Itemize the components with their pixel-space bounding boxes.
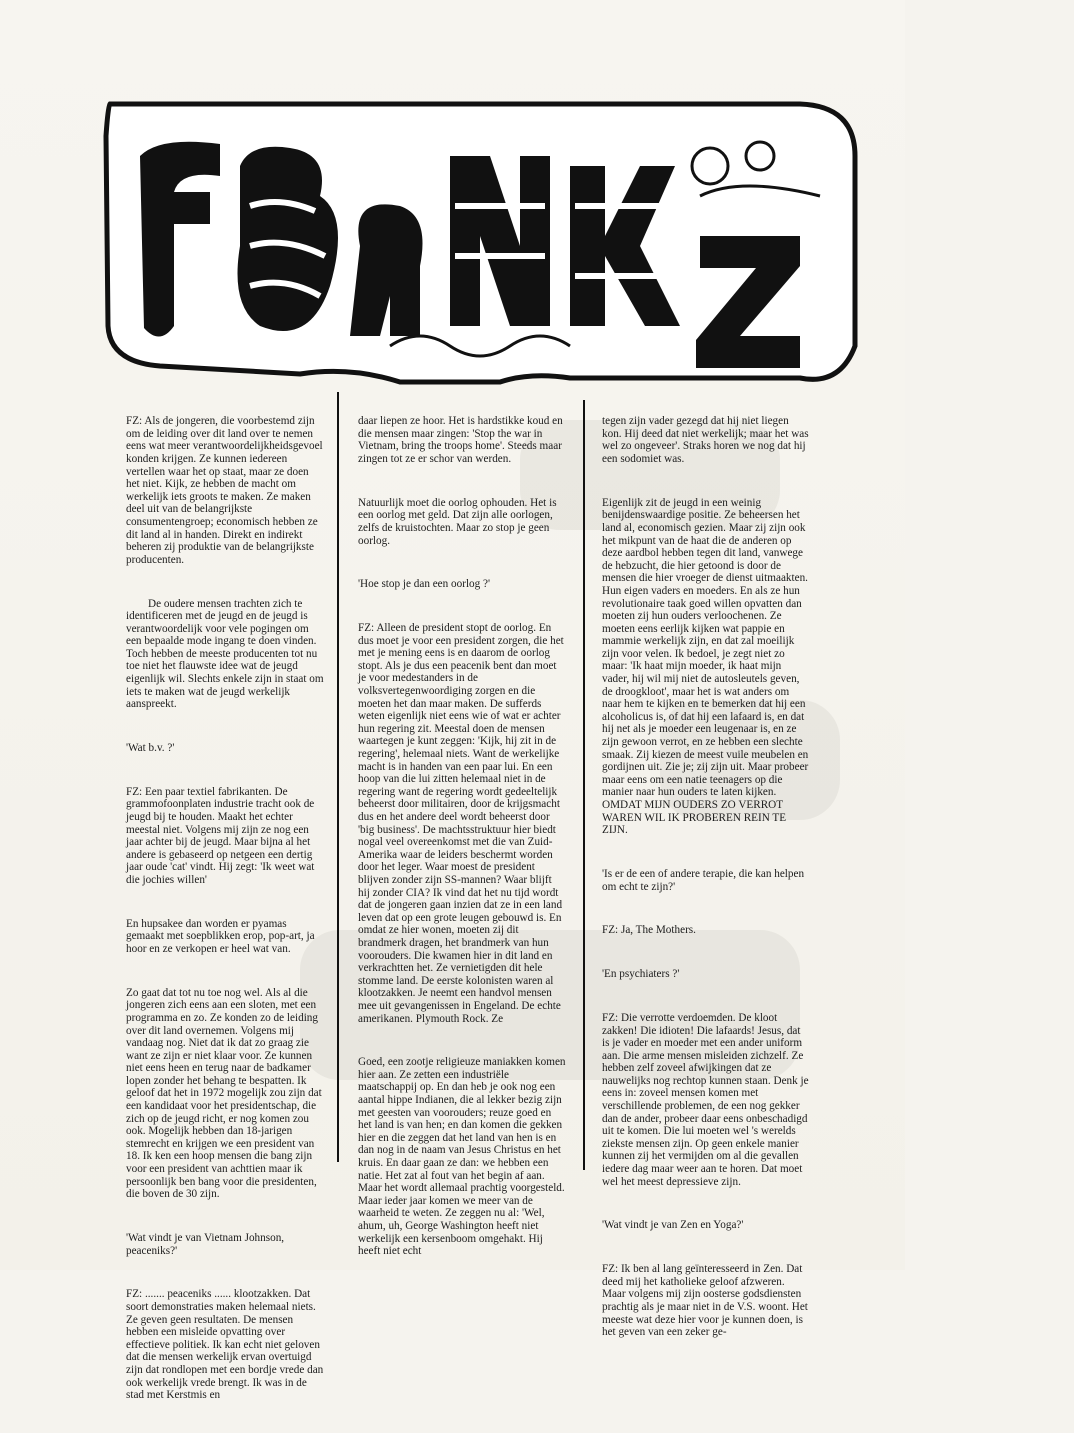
column-divider — [583, 400, 585, 1170]
psychedelic-title-art — [100, 96, 860, 386]
article-column-2 — [358, 390, 569, 1260]
article-column-3 — [602, 390, 812, 1339]
paragraph: FZ: Die verrotte verdoemden. De kloot zakken! Die idioten! Die lafaards! Jesus, dat is je vader en moeder met een ander uniform aan. Die arme mensen misleiden zichzelf. Ze hebben zelf zoveel afwijkingen dat ze nauwelijks nog rechtop kunnen staan. Denk je eens in: zoveel mensen komen met verschillende problemen, de een nog gekker dan de ander, probeer daar eens onbeschadigd uit te komen. Die lui moeten wel 's werelds ziekste mensen zijn. Op geen enkele manier kunnen zij het vermijden om al die gevallen iedere dag maar weer aan te horen. Dat moet wel het meest depressieve zijn. — [602, 1011, 812, 1188]
paragraph: Natuurlijk moet die oorlog ophouden. Het is een oorlog met geld. Dat zijn alle oorlogen, zelfs de kruistochten. Maar zo stop je geen oorlog. — [358, 496, 560, 547]
paragraph: FZ: ....... peaceniks ...... klootzakken. Dat soort demonstraties maken helemaal niets. Ze geven geen resultaten. De mensen hebben een misleide opvatting over effectieve politiek. Ik kan echt niet geloven dat die mensen werkelijk ervan overtuigd zijn dat rondlopen met een bordje vrede dan ook werkelijk vrede brengt. Ik was in de stad met Kerstmis en — [126, 1288, 327, 1402]
paragraph: daar liepen ze hoor. Het is hardstikke koud en die mensen maar zingen: 'Stop the war in Vietnam, bring the troops home'. Steeds maar zingen tot ze er schor van werden. — [358, 415, 566, 465]
paragraph: Goed, een zootje religieuze maniakken komen hier aan. Ze zetten een industriële maatschappij op. En dan heb je ook nog een aantal hippe Indianen, die al lekker bezig zijn met geesten van voorouders; reuze goed en het land is van hen; en dan komen die gekken hier en die zeggen dat het land van hen is en dan nog in de naam van Jesus Christus en het kruis. En daar gaan ze dan: we hebben een natie. Het zat al fout van het begin af aan. Maar het wordt allemaal prachtig voorgesteld. Maar ieder jaar komen we meer van de waarheid te weten. Ze zeggen nu al: 'Wel, ahum, uh, George Washington heeft niet werkelijk een kersenboom omgehakt. Hij heeft niet echt — [358, 1056, 569, 1258]
column-divider — [337, 392, 339, 1162]
paragraph: En hupsakee dan worden er pyamas gemaakt met soepblikken erop, pop-art, ja hoor en ze verkopen er heel wat van. — [126, 917, 318, 955]
paragraph: De oudere mensen trachten zich te identificeren met de jeugd en de jeugd is verantwoordelijk voor vele pogingen om een bepaalde mode ingang te doen vinden. Toch hebben de meeste producenten tot nu toe niet het flauwste idee wat de jeugd eigenlijk wil. Slechts enkele zijn in staat om iets te maken wat de jeugd werkelijk aanspreekt. — [126, 597, 327, 711]
paragraph: Eigenlijk zit de jeugd in een weinig benijdenswaardige positie. Ze beheersen het land al, economisch gezien. Maar zij zijn ook het mikpunt van de haat die de anderen op deze aardbol hebben tegen dit land, vanwege de hebzucht, die hier getoond is door de mensen die hier vroeger de dienst uitmaakten. Hun eigen vaders en moeders. En als ze hun revolutionaire taak goed willen opvatten dan moeten zij hun ouders verloochenen. Ze moeten eens eerlijk kijken wat pappie en mammie werkelijk zijn, en dat zal moeilijk zijn voor velen. Ik bedoel, je zegt niet zo maar: 'Ik haat mijn moeder, ik haat mijn vader, hij wil mij niet de autosleutels geven, de droogkloot', maar het is wat anders om naar hem te kijken en te bemerken dat hij een alcoholicus is, of dat hij een lafaard is, en dat hij net als je moeder een leugenaar is, en ze zijn gewoon verrot, en ze hebben een slechte smaak. Zij kiezen de meest vuile meubelen en gordijnen uit. Zie je; zij zijn uit. Maar probeer maar eens om een natie teenagers op die manier naar hun ouders te laten kijken. OMDAT MIJN OUDERS ZO VERROT WAREN WIL IK PROBEREN REIN TE ZIJN. — [602, 496, 812, 837]
paragraph: 'Wat vindt je van Zen en Yoga?' — [602, 1219, 744, 1232]
paragraph: 'En psychiaters ?' — [602, 968, 680, 981]
paragraph: FZ: Ja, The Mothers. — [602, 924, 696, 937]
paragraph: FZ: Alleen de president stopt de oorlog. En dus moet je voor een president zorgen, die het met je mening eens is en daarom de oorlog stopt. Als je dus een peacenik bent dan moet je voor medestanders in de volksvertegenwoordiging zorgen en die moeten het dan maar maken. De sufferds weten eigenlijk niet eens wie of wat er achter hun regering zit. Meestal doen de mensen waartegen je kunt zeggen: 'Kijk, hij zit in de regering', helemaal niets. Want de werkelijke macht is in handen van een paar lui. En een hoop van die lui zitten helemaal niet in de regering want de regering wordt gedeeltelijk beheerst door militairen, door de krijgsmacht dus en het andere deel wordt beheerst door 'big business'. De machtsstruktuur hier biedt nogal veel overeenkomst met die van Zuid-Amerika waar de leiders beschermt worden door het leger. Waar moest de president blijven zonder zijn SS-mannen? Waar blijft hij zonder CIA? Ik vind dat het nu tijd wordt dat de jongeren gaan inzien dat ze in een land leven dat op een grote leugen gebouwd is. En omdat ze hier wonen, moeten zij dit brandmerk dragen, het brandmerk van hun voorouders. Die kwamen hier in dit land en verkrachtten het. Ze vernietigden dit hele stomme land. De eerste kolonisten waren al klootzakken. Je neemt een handvol mensen mee uit gevangenissen in Engeland. De echte amerikanen. Plymouth Rock. Ze — [358, 622, 567, 1025]
paragraph: FZ: Ik ben al lang geïnteresseerd in Zen. Dat deed mij het katholieke geloof afzweren. Maar volgens mij zijn oosterse godsdiensten prachtig als je maar niet in de V.S. woont. Het meeste wat deze hier voor je kunnen doen, is het geven van een zeker ge- — [602, 1263, 811, 1339]
paragraph: 'Hoe stop je dan een oorlog ?' — [358, 578, 491, 591]
paragraph: 'Wat vindt je van Vietnam Johnson, peaceniks?' — [126, 1232, 287, 1257]
paragraph: tegen zijn vader gezegd dat hij niet liegen kon. Hij deed dat niet werkelijk; maar het was wel zo ongeveer'. Straks horen we nog dat hij een sodomiet was. — [602, 415, 812, 465]
paragraph: FZ: Een paar textiel fabrikanten. De grammofoonplaten industrie tracht ook de jeugd bij te houden. Maakt het echter meestal niet. Volgens mij zijn ze nog een jaar achter bij de jeugd. Maar bijna al het andere is gebaseerd op netgeen een dertig jaar oude 'cat' vindt. Hij zegt: 'Ik weet wat die jochies willen' — [126, 785, 318, 886]
paragraph: FZ: Als de jongeren, die voorbestemd zijn om de leiding over dit land over te nemen eens wat meer verantwoordelijkheidsgevoel konden krijgen. Ze kunnen iedereen vertellen waar het op staat, maar ze doen het niet. Kijk, ze hebben de macht om werkelijk iets groots te maken. Ze maken deel uit van de belangrijkste consumentengroep; economisch hebben ze dit land al in handen. Direkt en indirekt beheren zij produktie van de belangrijkste producenten. — [126, 415, 326, 566]
title-banner — [100, 96, 860, 386]
paragraph: 'Is er de een of andere terapie, die kan helpen om echt te zijn?' — [602, 867, 807, 893]
paragraph: Zo gaat dat tot nu toe nog wel. Als al die jongeren zich eens aan een sloten, met een programma en zo. Ze konden zo de leiding over dit land overnemen. Volgens mij vandaag nog. Niet dat ik dat zo graag zie want ze zijn er niet klaar voor. Ze kunnen niet eens heen en terug naar de badkamer lopen zonder het behang te bespatten. Ik geloof dat het in 1972 mogelijk zou zijn dat een kandidaat voor het presidentschap, die zich op de jeugd richt, er nog komen zou ook. Mogelijk hebben dan 18-jarigen stemrecht en krijgen we een president van 18. Ik ken een hoop mensen die bang zijn voor een president van achttien maar ik persoonlijk ben bang voor die presidenten, die boven de 30 zijn. — [126, 986, 325, 1201]
paragraph: 'Wat b.v. ?' — [126, 742, 175, 755]
article-column-1 — [126, 390, 327, 1402]
